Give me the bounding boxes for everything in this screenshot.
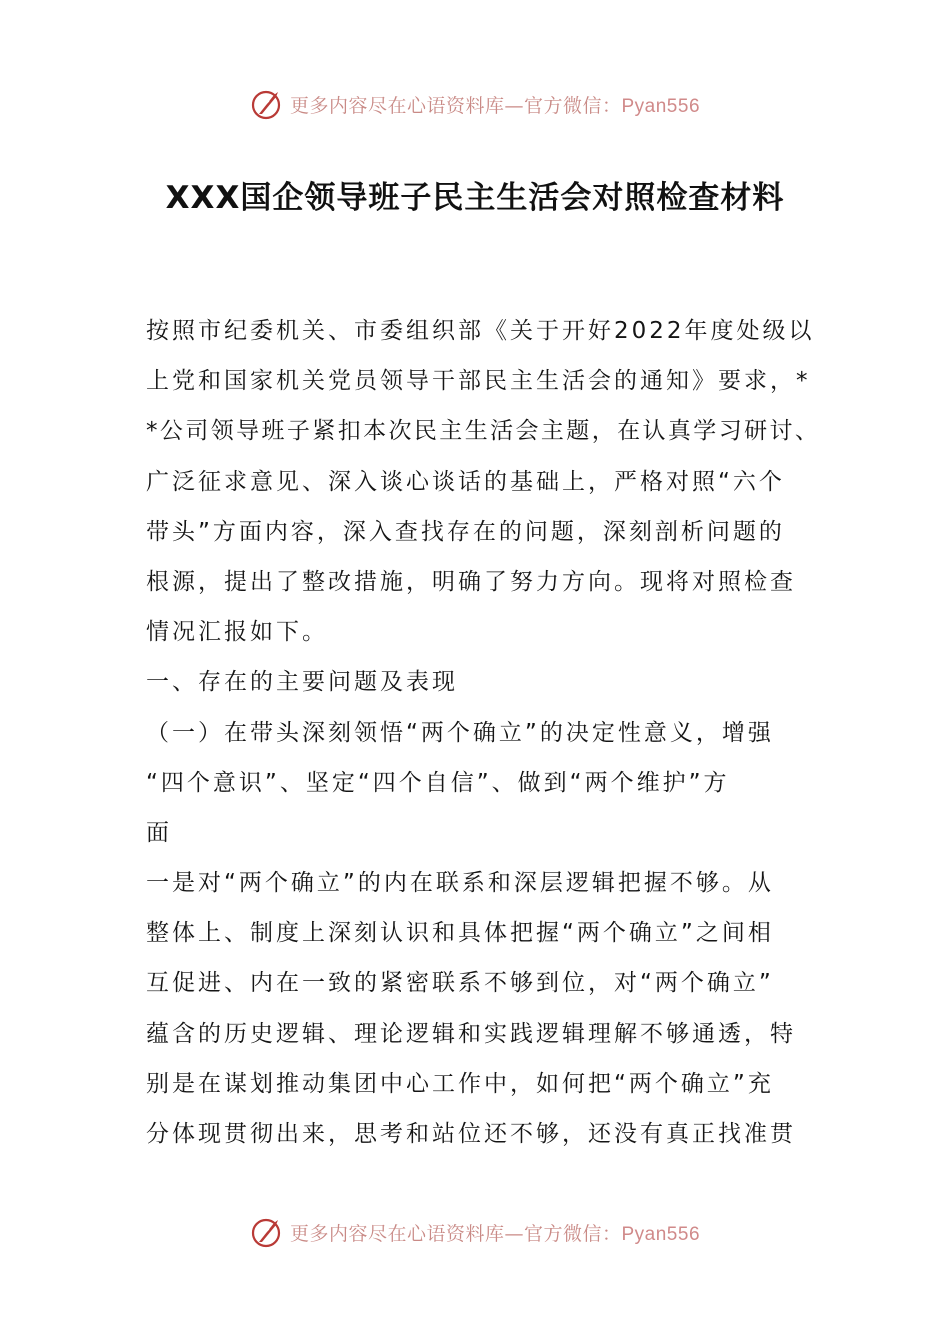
- watermark-text: 更多内容尽在心语资料库—官方微信：Pyan556: [289, 94, 701, 117]
- body-line: 整体上、制度上深刻认识和具体把握“两个确立”之间相: [146, 920, 774, 947]
- watermark-header: [0, 84, 950, 124]
- body-line: *公司领导班子紧扣本次民主生活会主题，在认真学习研讨、: [146, 418, 821, 445]
- subsection-heading: （一）在带头深刻领悟“两个确立”的决定性意义，增强: [146, 719, 774, 746]
- body-line: 按照市纪委机关、市委组织部《关于开好2022年度处级以: [146, 318, 815, 344]
- watermark-handle: Pyan556: [621, 95, 701, 117]
- watermark-handle: Pyan556: [621, 1223, 701, 1245]
- body-line: 上党和国家机关党员领导干部民主生活会的通知》要求，*: [146, 368, 811, 395]
- body-line: 情况汇报如下。: [146, 619, 328, 646]
- section-heading: 一、存在的主要问题及表现: [146, 669, 458, 696]
- subsection-heading: 面: [146, 819, 172, 846]
- watermark-footer: [0, 1212, 950, 1252]
- quill-logo-icon: [250, 87, 284, 121]
- quill-logo-icon: [250, 1215, 284, 1249]
- document-body: [146, 306, 821, 1159]
- body-line: 广泛征求意见、深入谈心谈话的基础上，严格对照“六个: [146, 468, 785, 495]
- body-line: 一是对“两个确立”的内在联系和深层逻辑把握不够。从: [146, 870, 774, 897]
- body-line: 互促进、内在一致的紧密联系不够到位，对“两个确立”: [146, 970, 774, 997]
- body-line: 根源，提出了整改措施，明确了努力方向。现将对照检查: [146, 568, 796, 595]
- watermark-text: 更多内容尽在心语资料库—官方微信：Pyan556: [289, 1222, 701, 1245]
- body-line: 带头”方面内容，深入查找存在的问题，深刻剖析问题的: [146, 518, 785, 545]
- body-line: 别是在谋划推动集团中心工作中，如何把“两个确立”充: [146, 1070, 774, 1097]
- document-title: XXX国企领导班子民主生活会对照检查材料: [165, 180, 785, 216]
- subsection-heading: “四个意识”、坚定“四个自信”、做到“两个维护”方: [146, 769, 730, 796]
- body-line: 分体现贯彻出来，思考和站位还不够，还没有真正找准贯: [146, 1121, 796, 1147]
- body-line: 蕴含的历史逻辑、理论逻辑和实践逻辑理解不够通透，特: [146, 1020, 796, 1047]
